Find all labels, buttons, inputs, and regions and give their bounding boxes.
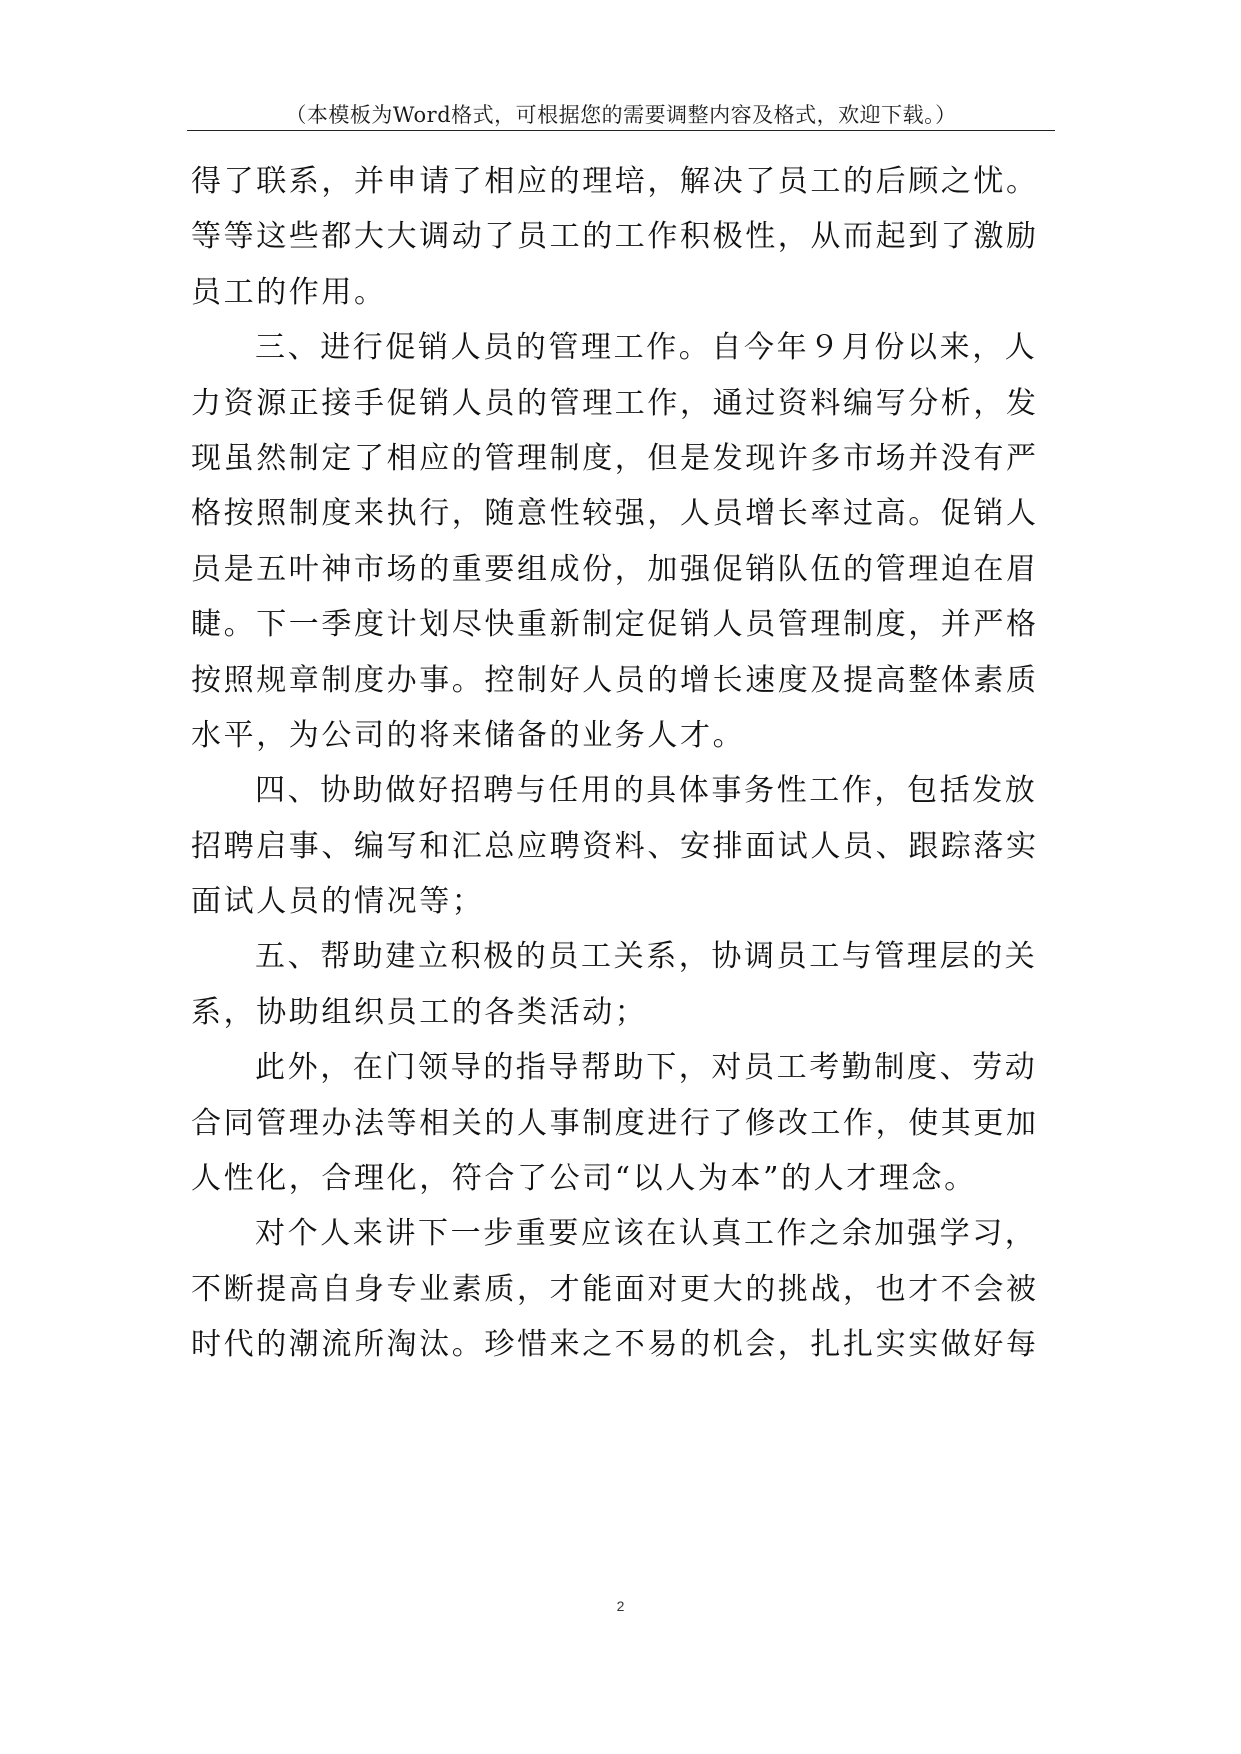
paragraph-line: 时代的潮流所淘汰。珍惜来之不易的机会，扎扎实实做好每 — [191, 1327, 1039, 1363]
paragraph-first-line: 四、协助做好招聘与任用的具体事务性工作，包括发放 — [255, 773, 1038, 809]
paragraph-line: 系，协助组织员工的各类活动； — [191, 994, 648, 1030]
paragraph-line: 水平，为公司的将来储备的业务人才。 — [191, 717, 746, 753]
header-divider — [187, 130, 1055, 131]
paragraph-line: 格按照制度来执行，随意性较强，人员增长率过高。促销人 — [191, 496, 1039, 532]
paragraph-first-line: 三、进行促销人员的管理工作。自今年９月份以来，人 — [255, 330, 1038, 366]
paragraph-first-line: 五、帮助建立积极的员工关系，协调员工与管理层的关 — [255, 939, 1038, 975]
paragraph-line: 面试人员的情况等； — [191, 884, 485, 920]
paragraph-first-line: 此外，在门领导的指导帮助下，对员工考勤制度、劳动 — [255, 1050, 1038, 1086]
paragraph-line: 合同管理办法等相关的人事制度进行了修改工作，使其更加 — [191, 1105, 1039, 1141]
paragraph-line: 员工的作用。 — [191, 274, 387, 310]
paragraph-first-line: 对个人来讲下一步重要应该在认真工作之余加强学习， — [255, 1216, 1038, 1252]
document-body — [191, 154, 1053, 1373]
paragraph-line: 员是五叶神市场的重要组成份，加强促销队伍的管理迫在眉 — [191, 551, 1039, 587]
paragraph-line: 现虽然制定了相应的管理制度，但是发现许多市场并没有严 — [191, 440, 1039, 476]
paragraph-line: 招聘启事、编写和汇总应聘资料、安排面试人员、跟踪落实 — [191, 828, 1039, 864]
paragraph-line: 人性化，合理化，符合了公司“以人为本”的人才理念。 — [191, 1161, 977, 1197]
paragraph-line: 按照规章制度办事。控制好人员的增长速度及提高整体素质 — [191, 662, 1039, 698]
paragraph-line: 睫。下一季度计划尽快重新制定促销人员管理制度，并严格 — [191, 607, 1039, 643]
paragraph-line: 力资源正接手促销人员的管理工作，通过资料编写分析，发 — [191, 385, 1039, 421]
paragraph-line: 不断提高自身专业素质，才能面对更大的挑战，也才不会被 — [191, 1271, 1039, 1307]
page-header-note: （本模板为Word格式，可根据您的需要调整内容及格式，欢迎下载。） — [285, 103, 957, 127]
paragraph-line: 等等这些都大大调动了员工的工作积极性，从而起到了激励 — [191, 219, 1039, 255]
paragraph-line: 得了联系，并申请了相应的理培，解决了员工的后顾之忧。 — [191, 164, 1039, 199]
page-number: 2 — [616, 1598, 625, 1614]
